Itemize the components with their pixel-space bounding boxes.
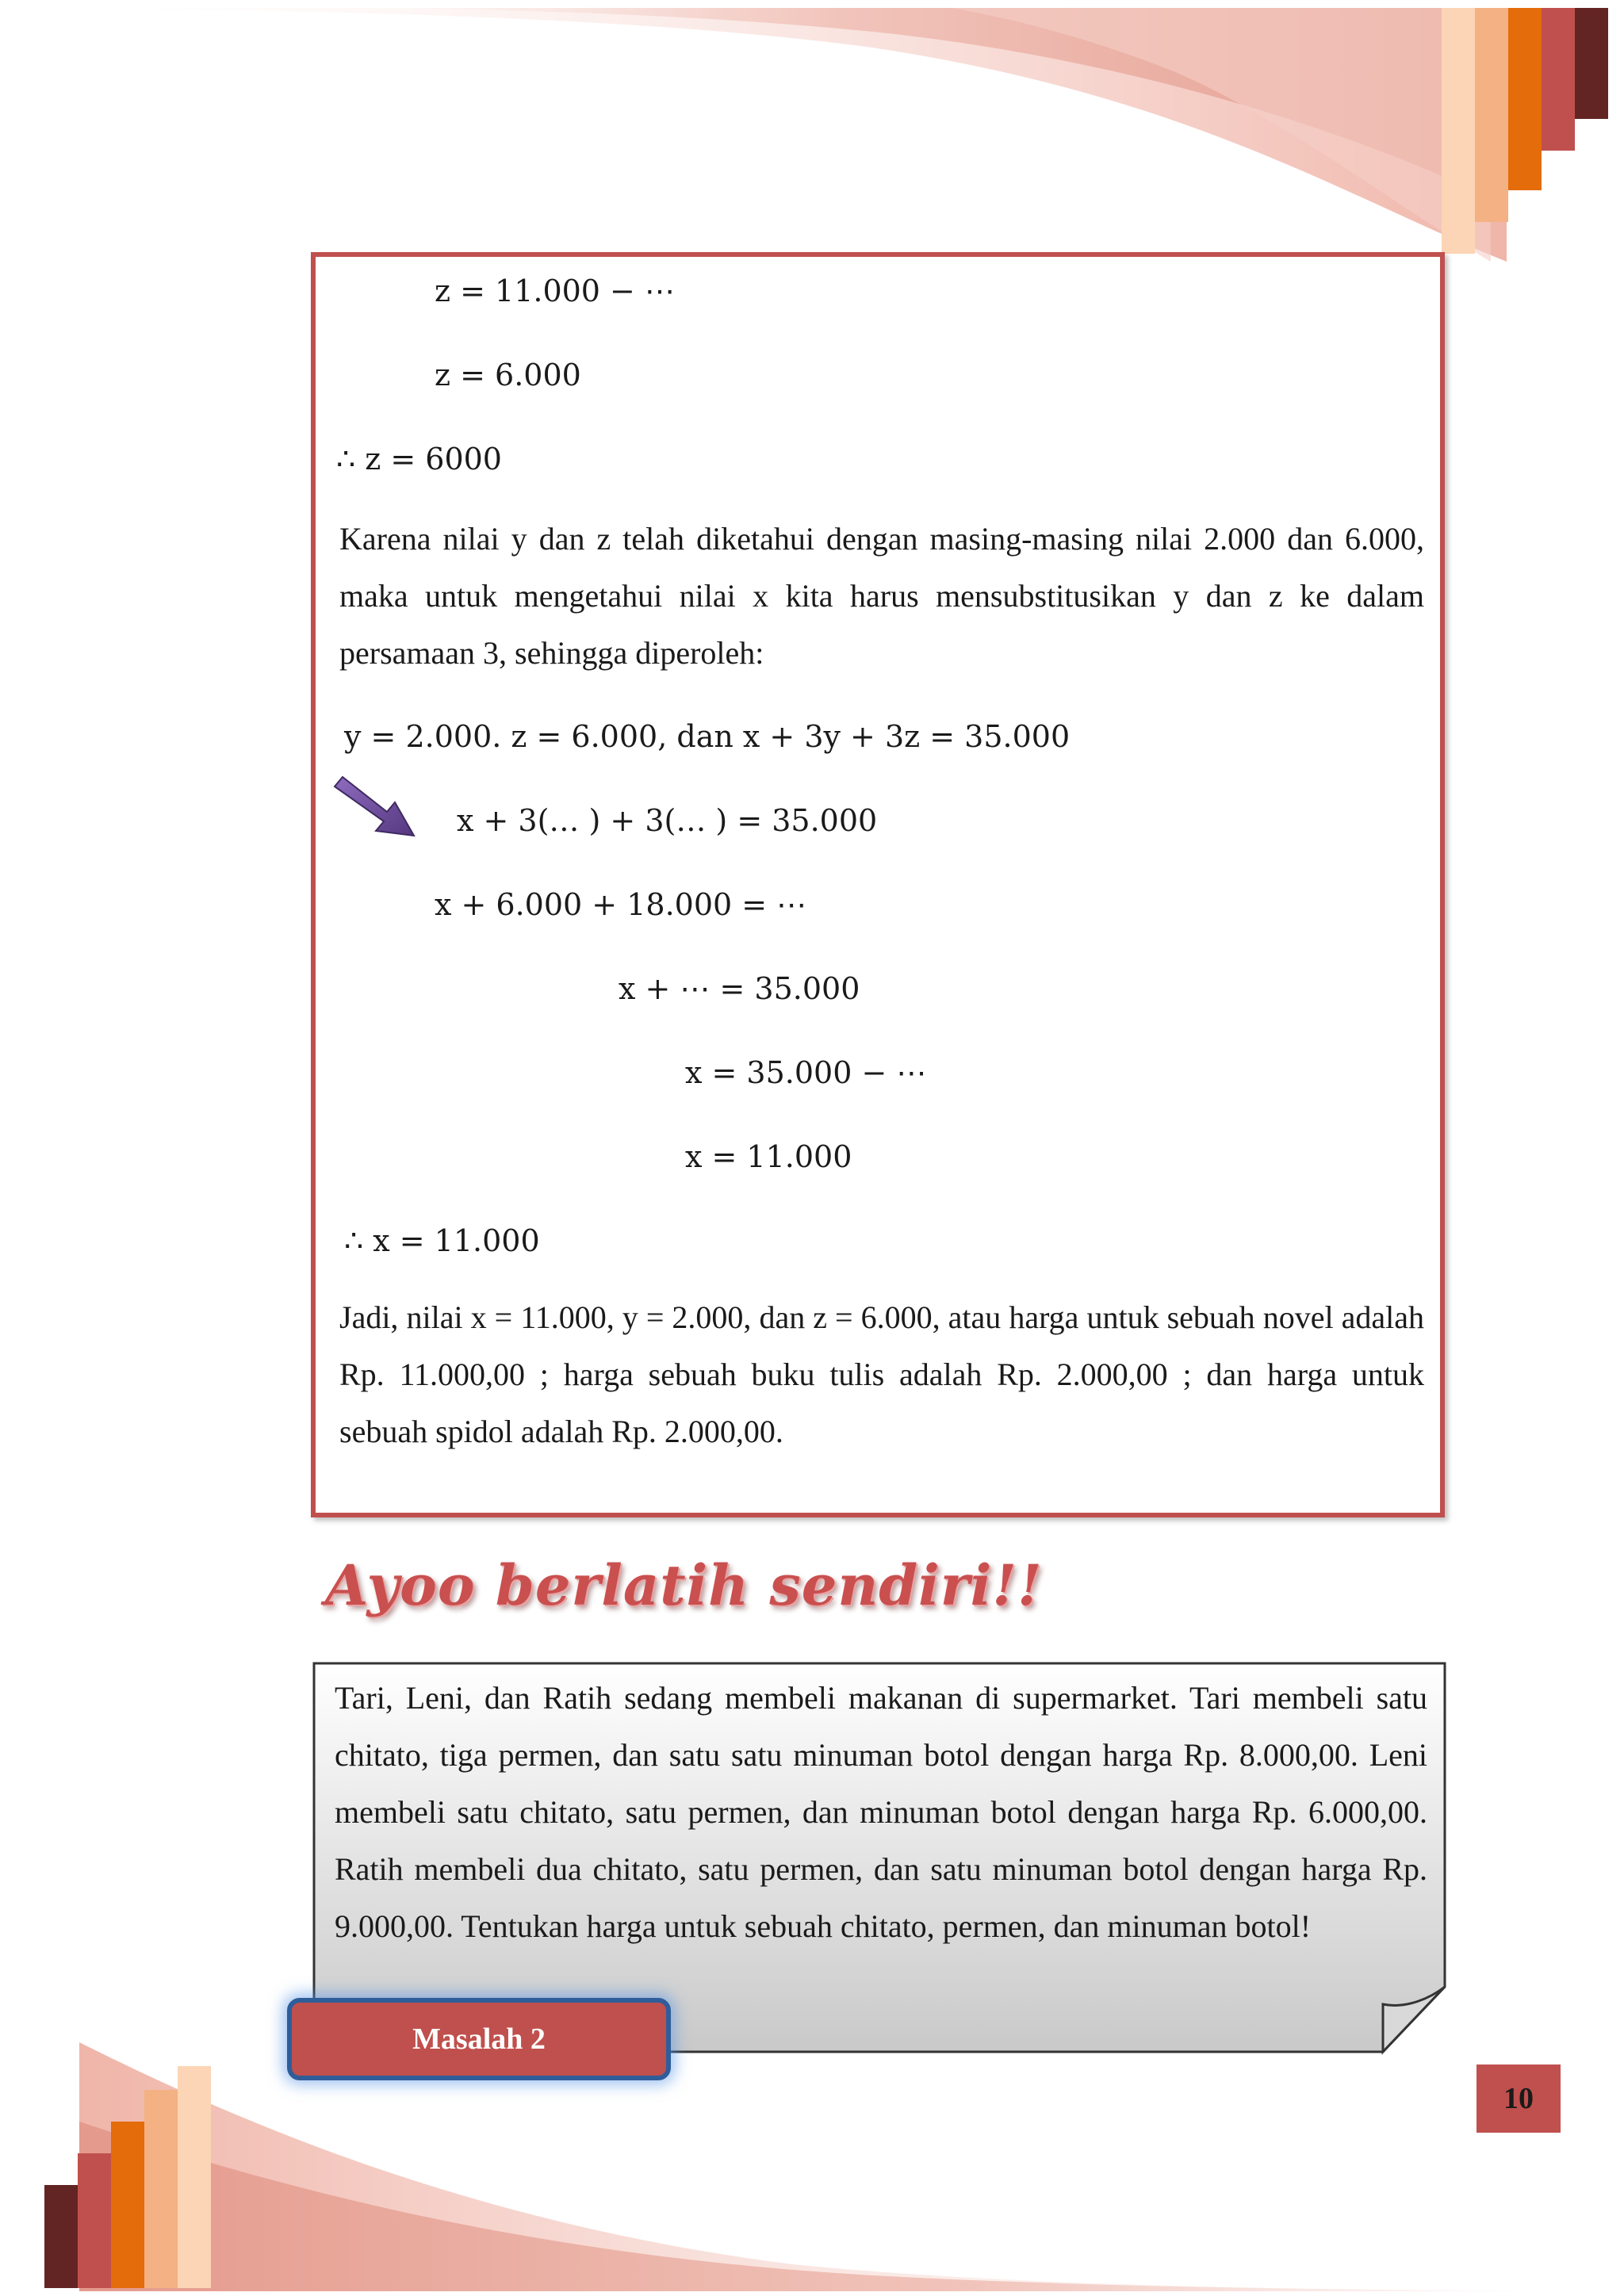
exercise-heading: Ayoo berlatih sendiri!! <box>325 1552 1043 1618</box>
equation-line: x + ⋯ = 35.000 <box>619 971 860 1006</box>
solution-box <box>311 252 1445 1517</box>
equation-line: x = 35.000 − ⋯ <box>685 1055 927 1090</box>
footer-decoration <box>0 2026 1624 2296</box>
equation-line: x + 6.000 + 18.000 = ⋯ <box>435 887 807 922</box>
masalah-button[interactable]: Masalah 2 <box>287 1998 671 2080</box>
conclusion-paragraph: Jadi, nilai x = 11.000, y = 2.000, dan z = 6.000, atau harga untuk sebuah novel adalah Rp. 11.000,00 ; harga sebuah buku tulis adalah Rp. 2.000,00 ; dan harga untuk sebuah spidol adalah Rp. 2.000,00. <box>339 1299 1424 1449</box>
equation-line: z = 11.000 − ⋯ <box>435 274 675 308</box>
equation-line: x = 11.000 <box>685 1139 852 1174</box>
header-decoration <box>0 0 1624 270</box>
equation-line: x + 3(… ) + 3(… ) = 35.000 <box>457 803 878 838</box>
equation-line: y = 2.000. z = 6.000, dan x + 3y + 3z = 35.000 <box>344 719 1071 754</box>
page-number: 10 <box>1477 2064 1561 2133</box>
equation-line: z = 6.000 <box>435 358 581 392</box>
arrow-icon <box>331 775 419 840</box>
exercise-text: Tari, Leni, dan Ratih sedang membeli makanan di supermarket. Tari membeli satu chitato, tiga permen, dan satu satu minuman botol dengan harga Rp. 8.000,00. Leni membeli satu chitato, satu permen, dan minuman botol dengan harga Rp. 6.000,00. Ratih membeli dua chitato, satu permen, dan satu minuman botol dengan harga Rp. 9.000,00. Tentukan harga untuk sebuah chitato, permen, dan minuman botol! <box>335 1680 1427 1944</box>
conclusion-line: ∴ z = 6000 <box>336 442 502 476</box>
conclusion-line: ∴ x = 11.000 <box>344 1223 540 1258</box>
explanation-paragraph: Karena nilai y dan z telah diketahui dengan masing-masing nilai 2.000 dan 6.000, maka untuk mengetahui nilai x kita harus mensubstitusikan y dan z ke dalam persamaan 3, sehingga diperoleh: <box>339 521 1424 671</box>
